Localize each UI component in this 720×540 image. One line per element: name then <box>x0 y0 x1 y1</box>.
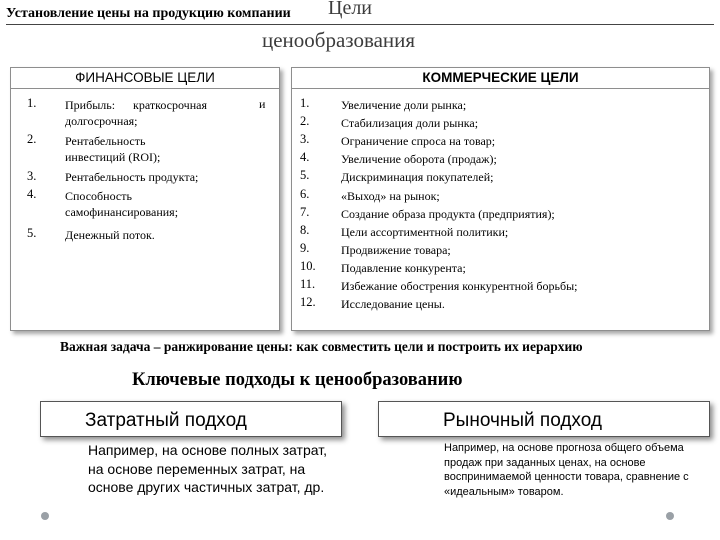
bullet-dot-icon <box>41 512 49 520</box>
commercial-item-text: Дискриминация покупателей; <box>341 170 494 185</box>
commercial-item-text: Подавление конкурента; <box>341 260 466 275</box>
cost-approach-description: Например, на основе полных затрат, на основе переменных затрат, на основе других частичных затрат, др. <box>88 442 327 495</box>
commercial-item-text: Избежание обострения конкурентной борьбы; <box>341 279 578 293</box>
bullet-dot-icon <box>666 512 674 520</box>
financial-goals-heading: ФИНАНСОВЫЕ ЦЕЛИ <box>11 68 279 89</box>
commercial-item-number: 4. <box>300 150 310 165</box>
commercial-item-number: 12. <box>300 295 316 310</box>
financial-goals-panel <box>10 67 280 331</box>
commercial-item-text: Исследование цены. <box>341 297 445 312</box>
commercial-item-number: 8. <box>300 222 310 237</box>
header-rule <box>6 24 714 25</box>
commercial-item-text: Создание образа продукта (предприятия); <box>341 206 555 221</box>
commercial-item-number: 1. <box>300 96 310 110</box>
financial-item-text: инвестиций (ROI); <box>65 150 161 164</box>
commercial-item-text: Стабилизация доли рынка; <box>341 116 479 131</box>
market-approach-description: Например, на основе прогноза общего объема продаж при заданных ценах, на основе воспринимаемой ценности товара, сравнение с «идеальным» товаром. <box>444 442 689 498</box>
financial-item-number: 1. <box>27 96 37 110</box>
commercial-goals-panel <box>291 67 710 331</box>
financial-item-text: самофинансирования; <box>65 205 179 219</box>
financial-item-text: Рентабельность <box>65 134 146 148</box>
commercial-item-text: Увеличение доли рынка; <box>341 98 467 112</box>
commercial-item-number: 9. <box>300 240 310 255</box>
commercial-item-number: 6. <box>300 186 310 201</box>
header-subtitle: Установление цены на продукцию компании <box>6 6 291 21</box>
financial-item-text: Рентабельность продукта; <box>65 170 199 184</box>
page-title-line-2: ценообразования <box>262 28 416 52</box>
financial-item-text: Способность <box>65 189 132 203</box>
page-title-line-1: Цели <box>328 0 373 19</box>
financial-item-text: Прибыль: краткосрочная <box>65 98 207 112</box>
commercial-item-number: 7. <box>300 204 310 219</box>
financial-item-number: 5. <box>27 226 37 240</box>
commercial-item-number: 11. <box>300 277 316 291</box>
commercial-goals-heading: КОММЕРЧЕСКИЕ ЦЕЛИ <box>292 68 709 89</box>
commercial-item-number: 5. <box>300 168 310 183</box>
market-approach-title: Рыночный подход <box>443 410 602 431</box>
important-note: Важная задача – ранжирование цены: как совместить цели и построить их иерархию <box>60 339 583 354</box>
commercial-item-number: 10. <box>300 258 316 273</box>
approaches-title: Ключевые подходы к ценообразованию <box>132 370 463 390</box>
financial-item-number: 3. <box>27 169 37 183</box>
commercial-item-text: Продвижение товара; <box>341 242 451 257</box>
financial-item-text-tail: и <box>259 97 266 111</box>
financial-item-text: Денежный поток. <box>65 228 155 242</box>
commercial-item-text: Увеличение оборота (продаж); <box>341 152 497 167</box>
financial-item-text: долгосрочная; <box>65 114 138 128</box>
cost-approach-title: Затратный подход <box>85 410 247 431</box>
commercial-item-text: Цели ассортиментной политики; <box>341 224 509 239</box>
commercial-item-number: 3. <box>300 132 310 147</box>
commercial-item-text: «Выход» на рынок; <box>341 188 440 203</box>
financial-item-number: 4. <box>27 187 37 201</box>
commercial-item-text: Ограничение спроса на товар; <box>341 134 496 149</box>
financial-item-number: 2. <box>27 132 37 146</box>
commercial-item-number: 2. <box>300 114 310 129</box>
